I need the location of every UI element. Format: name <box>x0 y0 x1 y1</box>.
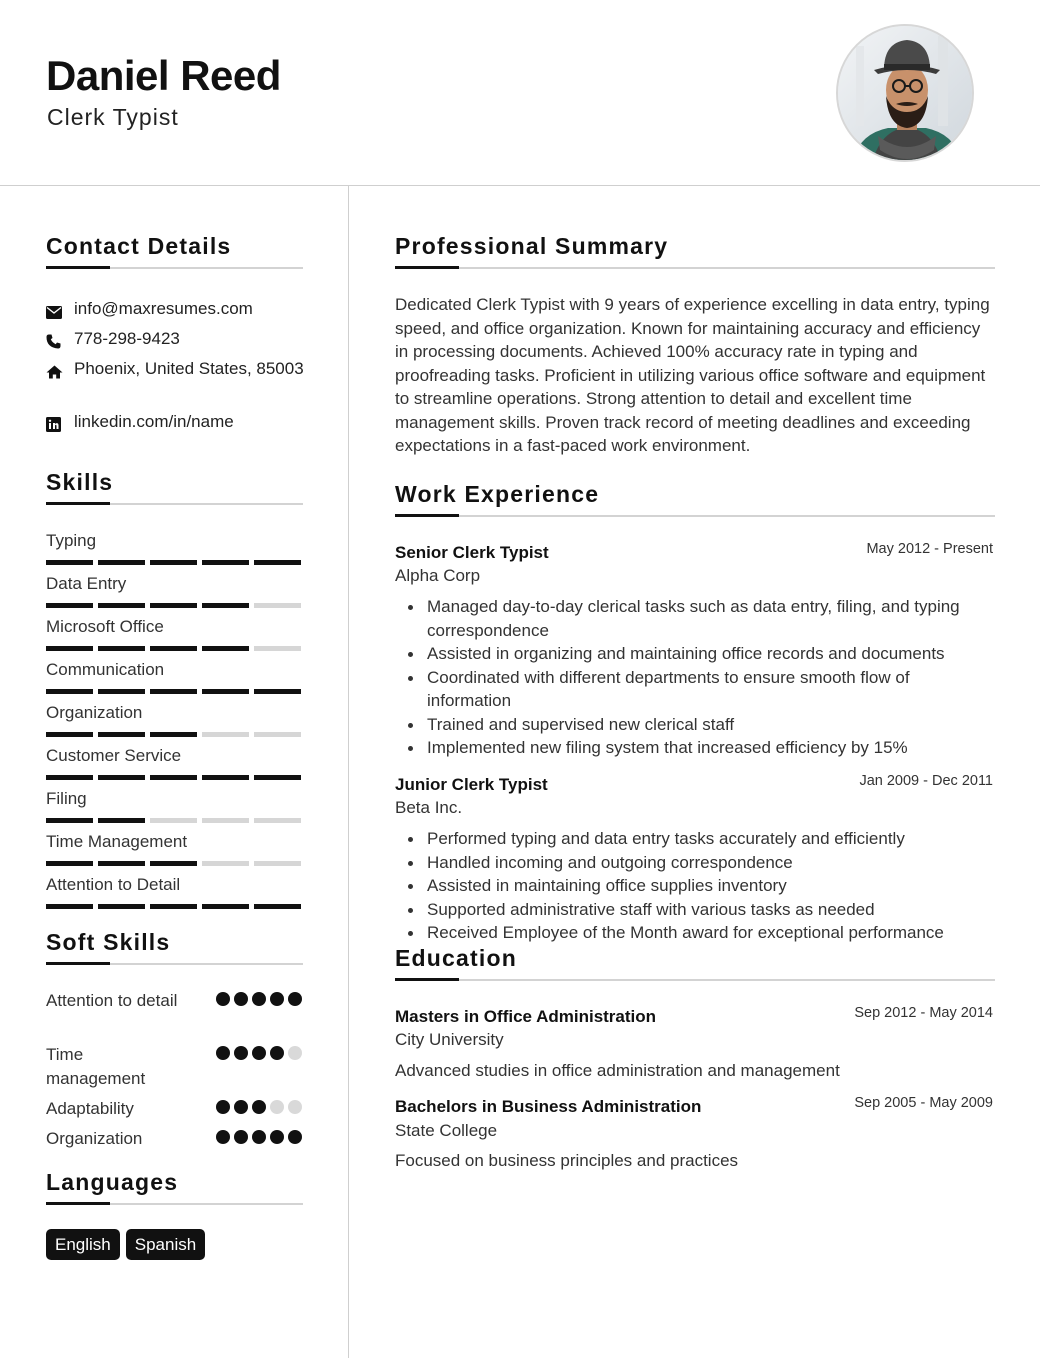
education-description: Advanced studies in office administration and management <box>395 1061 840 1080</box>
job-bullets <box>395 595 995 760</box>
skill-rating-bar <box>46 861 302 866</box>
skill-rating-segment <box>98 904 145 909</box>
skill-item <box>46 616 302 651</box>
soft-skill-rating-dot <box>234 1130 248 1144</box>
skill-rating-segment <box>254 560 301 565</box>
summary-section-rule <box>395 267 995 269</box>
soft-skill-rating-dot <box>252 1100 266 1114</box>
soft-skill-rating <box>216 1130 302 1144</box>
skill-rating-bar <box>46 646 302 651</box>
skills-section-rule <box>46 503 303 505</box>
avatar-portrait-image <box>838 26 974 162</box>
skill-item <box>46 659 302 694</box>
skill-item <box>46 788 302 823</box>
languages-section-rule <box>46 1203 303 1205</box>
skill-item <box>46 831 302 866</box>
skill-label: Organization <box>46 703 143 722</box>
contact-linkedin[interactable] <box>46 410 306 439</box>
job-company: Alpha Corp <box>395 566 481 585</box>
job-date: Jan 2009 - Dec 2011 <box>859 773 993 789</box>
soft-skill-rating-dot <box>270 992 284 1006</box>
job-bullet: Handled incoming and outgoing correspondence <box>395 851 995 875</box>
column-divider <box>348 186 349 1358</box>
job-bullet: Implemented new filing system that increased efficiency by 15% <box>395 736 995 760</box>
skill-rating-segment <box>46 861 93 866</box>
soft-skill-rating-dot <box>288 1130 302 1144</box>
language-badge: Spanish <box>126 1229 205 1260</box>
job-bullet: Performed typing and data entry tasks accurately and efficiently <box>395 827 995 851</box>
soft-skill-label: Organization <box>46 1129 143 1148</box>
skill-rating-segment <box>150 603 197 608</box>
skill-rating-segment <box>202 689 249 694</box>
contact-phone-text: 778-298-9423 <box>74 329 180 348</box>
soft-skill-rating-dot <box>288 992 302 1006</box>
soft-skill-rating-dot <box>216 1046 230 1060</box>
skill-label: Microsoft Office <box>46 617 164 636</box>
soft-skill-rating-dot <box>270 1130 284 1144</box>
experience-section-title: Work Experience <box>395 481 600 507</box>
skill-rating-segment <box>150 646 197 651</box>
home-icon <box>46 357 74 386</box>
contact-phone[interactable] <box>46 327 306 356</box>
skill-label: Customer Service <box>46 746 182 765</box>
skill-rating-segment <box>98 646 145 651</box>
skill-rating-segment <box>254 904 301 909</box>
soft-skills-section-rule <box>46 963 303 965</box>
skill-rating-segment <box>254 818 301 823</box>
job-title: Junior Clerk Typist <box>395 775 548 794</box>
language-badge: English <box>46 1229 120 1260</box>
soft-skill-rating-dot <box>252 1046 266 1060</box>
soft-skill-rating-dot <box>234 1046 248 1060</box>
skill-rating-segment <box>150 818 197 823</box>
contact-section-title: Contact Details <box>46 233 232 259</box>
skills-section-title: Skills <box>46 469 114 495</box>
soft-skill-rating-dot <box>252 1130 266 1144</box>
skill-rating-segment <box>202 560 249 565</box>
candidate-role: Clerk Typist <box>47 104 179 130</box>
skill-rating-segment <box>46 904 93 909</box>
soft-skill-rating-dot <box>288 1046 302 1060</box>
job-bullets <box>395 827 995 945</box>
skill-rating-segment <box>98 689 145 694</box>
soft-skill-rating-dot <box>216 1100 230 1114</box>
skill-rating-segment <box>46 560 93 565</box>
skill-rating-segment <box>98 560 145 565</box>
education-date: Sep 2012 - May 2014 <box>854 1005 993 1021</box>
skill-rating-segment <box>46 646 93 651</box>
skill-rating-segment <box>46 603 93 608</box>
skill-rating-segment <box>150 689 197 694</box>
education-degree: Bachelors in Business Administration <box>395 1097 702 1116</box>
skill-rating-segment <box>150 861 197 866</box>
candidate-name: Daniel Reed <box>46 52 281 99</box>
soft-skill-rating-dot <box>270 1046 284 1060</box>
experience-section-rule <box>395 515 995 517</box>
soft-skill-item <box>46 1127 302 1151</box>
linkedin-icon <box>46 410 74 439</box>
job-bullet: Coordinated with different departments to ensure smooth flow of information <box>395 666 995 713</box>
soft-skill-rating-dot <box>288 1100 302 1114</box>
soft-skill-label: Attention to detail <box>46 991 178 1010</box>
education-section-title: Education <box>395 945 517 971</box>
skill-rating-segment <box>98 775 145 780</box>
skill-rating-segment <box>254 603 301 608</box>
skill-rating-segment <box>46 775 93 780</box>
skill-rating-segment <box>254 775 301 780</box>
skill-rating-segment <box>46 732 93 737</box>
job-bullet: Trained and supervised new clerical staff <box>395 713 995 737</box>
soft-skill-item <box>46 989 302 1013</box>
skill-rating-segment <box>150 560 197 565</box>
contact-email[interactable] <box>46 297 306 326</box>
skill-rating-segment <box>254 861 301 866</box>
education-school: State College <box>395 1121 498 1140</box>
job-bullet: Assisted in organizing and maintaining office records and documents <box>395 642 995 666</box>
soft-skill-rating <box>216 1046 302 1060</box>
education-description: Focused on business principles and practices <box>395 1151 739 1170</box>
soft-skill-rating-dot <box>216 1130 230 1144</box>
job-bullet: Assisted in maintaining office supplies inventory <box>395 874 995 898</box>
contact-email-text: info@maxresumes.com <box>74 299 253 318</box>
profile-photo <box>836 24 974 162</box>
skill-label: Typing <box>46 531 97 550</box>
skill-rating-segment <box>98 861 145 866</box>
skill-rating-bar <box>46 689 302 694</box>
summary-text: Dedicated Clerk Typist with 9 years of experience excelling in data entry, typing speed, and office organization. Known for maintaining accuracy and efficiency in processing documents. Achieved 100% accuracy rate in typing and proofreading tasks. Proficient in utilizing various office software and equipment to streamline operations. Strong attention to detail and excellent time management skills. Proven track record of meeting deadlines and exceeding expectations in a fast-paced work environment. <box>395 295 990 455</box>
job-bullet: Managed day-to-day clerical tasks such as data entry, filing, and typing correspondence <box>395 595 995 642</box>
soft-skill-rating <box>216 1100 302 1114</box>
soft-skill-label: Time management <box>46 1045 146 1088</box>
soft-skill-rating-dot <box>216 992 230 1006</box>
education-date: Sep 2005 - May 2009 <box>854 1095 993 1111</box>
contact-linkedin-text: linkedin.com/in/name <box>74 412 234 431</box>
soft-skill-rating-dot <box>234 1100 248 1114</box>
skill-rating-segment <box>98 818 145 823</box>
skill-rating-bar <box>46 560 302 565</box>
soft-skill-label: Adaptability <box>46 1099 134 1118</box>
job-date: May 2012 - Present <box>866 541 993 557</box>
skill-label: Time Management <box>46 832 188 851</box>
skill-rating-bar <box>46 732 302 737</box>
skill-rating-segment <box>254 646 301 651</box>
skill-rating-bar <box>46 904 302 909</box>
skill-label: Filing <box>46 789 87 808</box>
skill-item <box>46 702 302 737</box>
languages-list <box>46 1229 205 1260</box>
skill-label: Attention to Detail <box>46 875 181 894</box>
soft-skill-item <box>46 1097 302 1121</box>
skill-rating-segment <box>202 775 249 780</box>
skill-rating-segment <box>46 818 93 823</box>
envelope-icon <box>46 297 74 326</box>
education-school: City University <box>395 1030 504 1049</box>
contact-address-text: Phoenix, United States, 85003 <box>74 359 304 378</box>
skill-rating-segment <box>46 689 93 694</box>
skill-rating-segment <box>254 732 301 737</box>
job-bullet: Received Employee of the Month award for exceptional performance <box>395 921 995 945</box>
skill-rating-bar <box>46 818 302 823</box>
summary-section-title: Professional Summary <box>395 233 669 259</box>
skill-rating-segment <box>202 603 249 608</box>
job-company: Beta Inc. <box>395 798 463 817</box>
contact-address <box>46 357 306 386</box>
skill-rating-bar <box>46 603 302 608</box>
skill-item <box>46 745 302 780</box>
soft-skill-rating-dot <box>270 1100 284 1114</box>
skill-label: Data Entry <box>46 574 127 593</box>
job-bullet: Supported administrative staff with various tasks as needed <box>395 898 995 922</box>
skill-rating-bar <box>46 775 302 780</box>
skill-label: Communication <box>46 660 165 679</box>
soft-skill-rating-dot <box>252 992 266 1006</box>
skill-rating-segment <box>202 861 249 866</box>
skill-rating-segment <box>98 603 145 608</box>
skill-rating-segment <box>150 904 197 909</box>
soft-skill-rating-dot <box>234 992 248 1006</box>
skill-rating-segment <box>150 775 197 780</box>
skill-item <box>46 874 302 909</box>
languages-section-title: Languages <box>46 1169 179 1195</box>
education-section-rule <box>395 979 995 981</box>
skill-rating-segment <box>202 904 249 909</box>
soft-skill-rating <box>216 992 302 1006</box>
skill-item <box>46 573 302 608</box>
soft-skill-item <box>46 1043 302 1091</box>
skill-rating-segment <box>202 732 249 737</box>
soft-skills-section-title: Soft Skills <box>46 929 171 955</box>
skill-rating-segment <box>202 818 249 823</box>
skill-rating-segment <box>202 646 249 651</box>
skill-rating-segment <box>254 689 301 694</box>
resume-header <box>0 0 1040 186</box>
education-degree: Masters in Office Administration <box>395 1007 657 1026</box>
skill-item <box>46 530 302 565</box>
contact-section-rule <box>46 267 303 269</box>
skill-rating-segment <box>98 732 145 737</box>
phone-icon <box>46 327 74 356</box>
skill-rating-segment <box>150 732 197 737</box>
job-title: Senior Clerk Typist <box>395 543 549 562</box>
